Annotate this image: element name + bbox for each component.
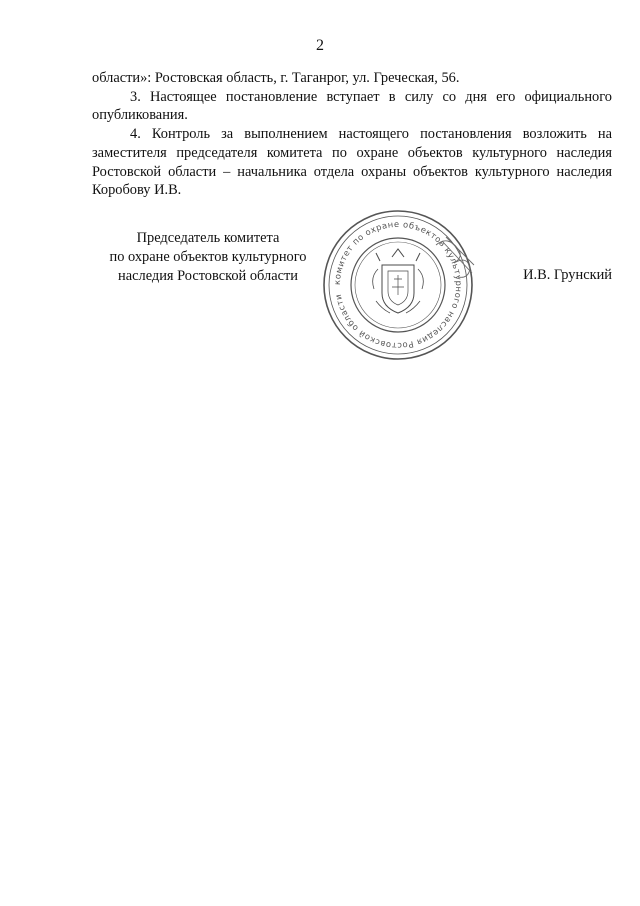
coat-of-arms-icon	[373, 249, 424, 313]
paragraph-3: 3. Настоящее постановление вступает в силу со дня его официального опубликования.	[92, 88, 612, 124]
signatory-position-line-3: наследия Ростовской области	[118, 268, 298, 284]
signatory-position	[94, 229, 322, 286]
signatory-position-line-1: Председатель комитета	[136, 230, 280, 246]
paragraph-4: 4. Контроль за выполнением настоящего постановления возложить на заместителя председателя комитета по охране объектов культурного наследия Ростовской области – начальника отдела охраны объектов культурного наследия Коробову И.В.	[92, 126, 612, 199]
signatory-position-line-2: по охране объектов культурного	[109, 249, 307, 265]
signatory-name: И.В. Грунский	[523, 267, 612, 283]
paragraph-continuation: области»: Ростовская область, г. Таганрог, ул. Греческая, 56.	[92, 70, 460, 86]
official-seal	[318, 205, 478, 365]
page-number: 2	[316, 37, 324, 54]
seal-ring-text: комитет по охране объектов культурного наследия Ростовской области	[331, 218, 465, 352]
document-body	[92, 69, 612, 200]
